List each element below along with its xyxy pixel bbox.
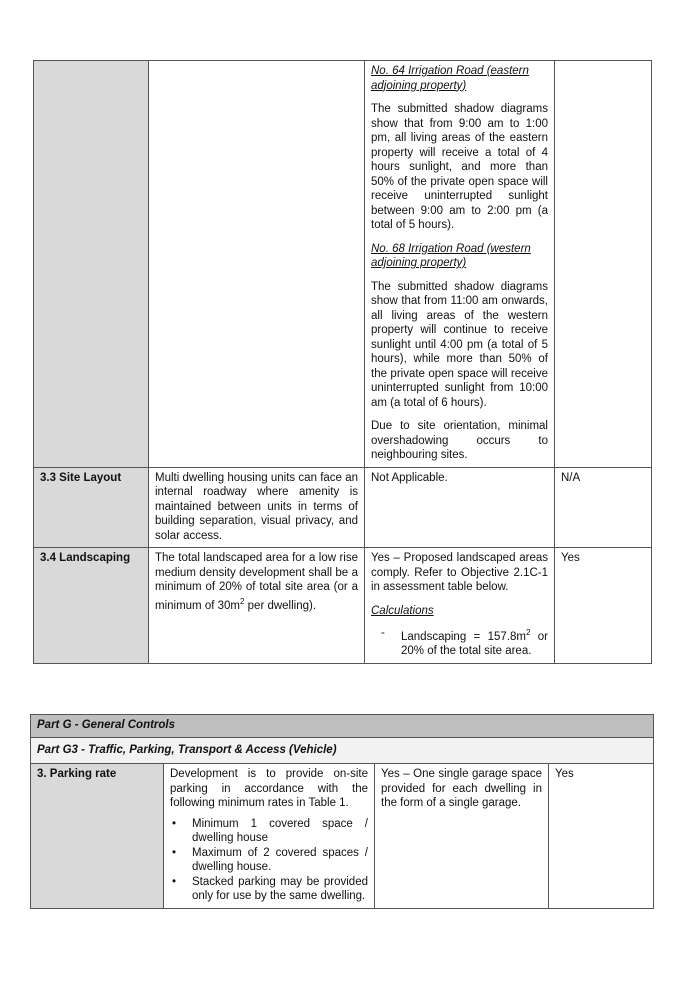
part-g3-heading: Part G3 - Traffic, Parking, Transport & Access (Vehicle) — [31, 737, 654, 764]
parking-rate-bullets — [170, 817, 368, 904]
site-layout-label: 3.3 Site Layout — [34, 467, 149, 548]
calculations-list — [371, 626, 548, 659]
parking-rate-label: 3. Parking rate — [31, 764, 164, 909]
eastern-property-heading: No. 64 Irrigation Road (eastern adjoining property) — [371, 65, 529, 92]
calculation-sup: 2 — [525, 628, 531, 637]
parking-rate-complies: Yes — [549, 764, 654, 909]
sub-heading-row — [31, 737, 654, 764]
complies-cell — [555, 61, 652, 468]
row-label-cell — [34, 61, 149, 468]
compliance-table-part-2 — [30, 714, 654, 909]
western-property-heading: No. 68 Irrigation Road (western adjoining property) — [371, 242, 531, 269]
parking-rate-assessment: Yes – One single garage space provided for each dwelling in the form of a single garage. — [375, 764, 549, 909]
landscaping-control-text: The total landscaped area for a low rise medium density development shall be a minimum of 20% of total site area (or a minimum of 30m — [155, 552, 358, 612]
parking-rate-control-text: Development is to provide on-site parking in accordance with the following minimum rates in Table 1. — [170, 768, 368, 809]
compliance-table-part-1 — [33, 60, 652, 664]
table-row-landscaping — [34, 548, 652, 664]
calculation-text: Landscaping = 157.8m — [401, 630, 526, 643]
landscaping-assessment — [365, 548, 555, 664]
part-g-heading: Part G - General Controls — [31, 715, 654, 738]
list-item: • Minimum 1 covered space / dwelling house — [170, 817, 368, 846]
parking-rate-control — [164, 764, 375, 909]
calculations-heading: Calculations — [371, 604, 434, 617]
table-row-site-layout — [34, 467, 652, 548]
landscaping-control — [149, 548, 365, 664]
assessment-cell — [365, 61, 555, 468]
landscaping-control-text-end: per dwelling). — [244, 599, 317, 612]
site-layout-complies: N/A — [555, 467, 652, 548]
part-heading-row — [31, 715, 654, 738]
orientation-paragraph: Due to site orientation, minimal overshadowing occurs to neighbouring sites. — [371, 420, 548, 461]
list-item: • Maximum of 2 covered spaces / dwelling house. — [170, 846, 368, 875]
calculation-text-end: or 20% of the total site area. — [401, 630, 549, 658]
landscaping-complies: Yes — [555, 548, 652, 664]
landscaping-control-sup: 2 — [240, 596, 245, 606]
eastern-property-paragraph: The submitted shadow diagrams show that from 9:00 am to 1:00 pm, all living areas of the eastern property will receive a total of 4 hours sunlight, and more than 50% of the private open space will receive uninterrupted sunlight between 9:00 am to 2:00 pm (a total of 5 hours). — [371, 103, 548, 231]
western-property-paragraph: The submitted shadow diagrams show that from 11:00 am onwards, all living areas of the western property will continue to receive sunlight until 4:00 pm (a total of 5 hours), while more than 50% of the private open space will receive uninterrupted sunlight from 10:00 am (a total of 6 hours). — [371, 280, 548, 409]
table-row-parking-rate — [31, 764, 654, 909]
landscaping-assessment-text: Yes – Proposed landscaped areas comply. Refer to Objective 2.1C-1 in assessment table below. — [371, 552, 548, 593]
list-item — [371, 626, 548, 659]
site-layout-control: Multi dwelling housing units can face an internal roadway where amenity is maintained between units in terms of building separation, visual privacy, and solar access. — [149, 467, 365, 548]
table-row-continued — [34, 61, 652, 468]
landscaping-label: 3.4 Landscaping — [34, 548, 149, 664]
control-cell — [149, 61, 365, 468]
list-item: • Stacked parking may be provided only for use by the same dwelling. — [170, 875, 368, 904]
site-layout-assessment: Not Applicable. — [365, 467, 555, 548]
